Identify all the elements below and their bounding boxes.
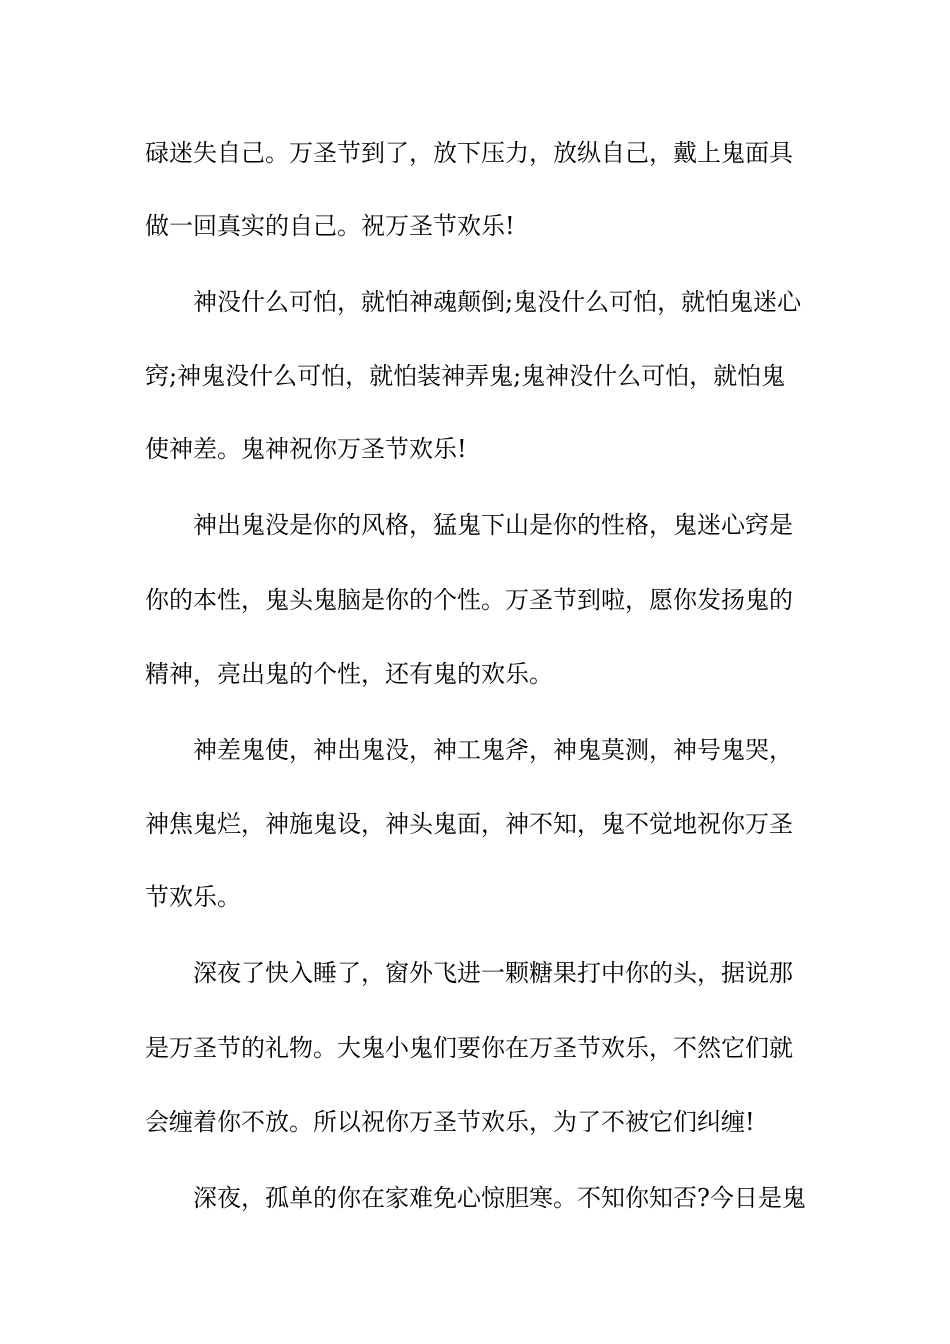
- text-line: 碌迷失自己。万圣节到了，放下压力，放纵自己，戴上鬼面具: [145, 139, 793, 167]
- text-line: 会缠着你不放。所以祝你万圣节欢乐，为了不被它们纠缠!: [145, 1108, 755, 1136]
- text-line: 神焦鬼烂，神施鬼设，神头鬼面，神不知，鬼不觉地祝你万圣: [145, 810, 793, 838]
- text-line: 你的本性，鬼头鬼脑是你的个性。万圣节到啦，愿你发扬鬼的: [145, 586, 793, 614]
- paragraph-first-line: 深夜了快入睡了，窗外飞进一颗糖果打中你的头，据说那: [193, 959, 793, 987]
- text-line: 做一回真实的自己。祝万圣节欢乐!: [145, 212, 515, 240]
- paragraph-first-line: 神出鬼没是你的风格，猛鬼下山是你的性格，鬼迷心窍是: [193, 511, 793, 539]
- text-line: 窍;神鬼没什么可怕，就怕装神弄鬼;鬼神没什么可怕，就怕鬼: [145, 362, 786, 390]
- text-line: 精神，亮出鬼的个性，还有鬼的欢乐。: [145, 660, 553, 688]
- text-line: 是万圣节的礼物。大鬼小鬼们要你在万圣节欢乐，不然它们就: [145, 1034, 793, 1062]
- paragraph-first-line: 神没什么可怕，就怕神魂颠倒;鬼没什么可怕，就怕鬼迷心: [193, 288, 802, 316]
- text-line: 使神差。鬼神祝你万圣节欢乐!: [145, 435, 467, 463]
- text-line: 节欢乐。: [145, 883, 241, 911]
- paragraph-first-line: 深夜，孤单的你在家难免心惊胆寒。不知你知否?今日是鬼: [193, 1184, 806, 1212]
- paragraph-first-line: 神差鬼使，神出鬼没，神工鬼斧，神鬼莫测，神号鬼哭，: [193, 736, 793, 764]
